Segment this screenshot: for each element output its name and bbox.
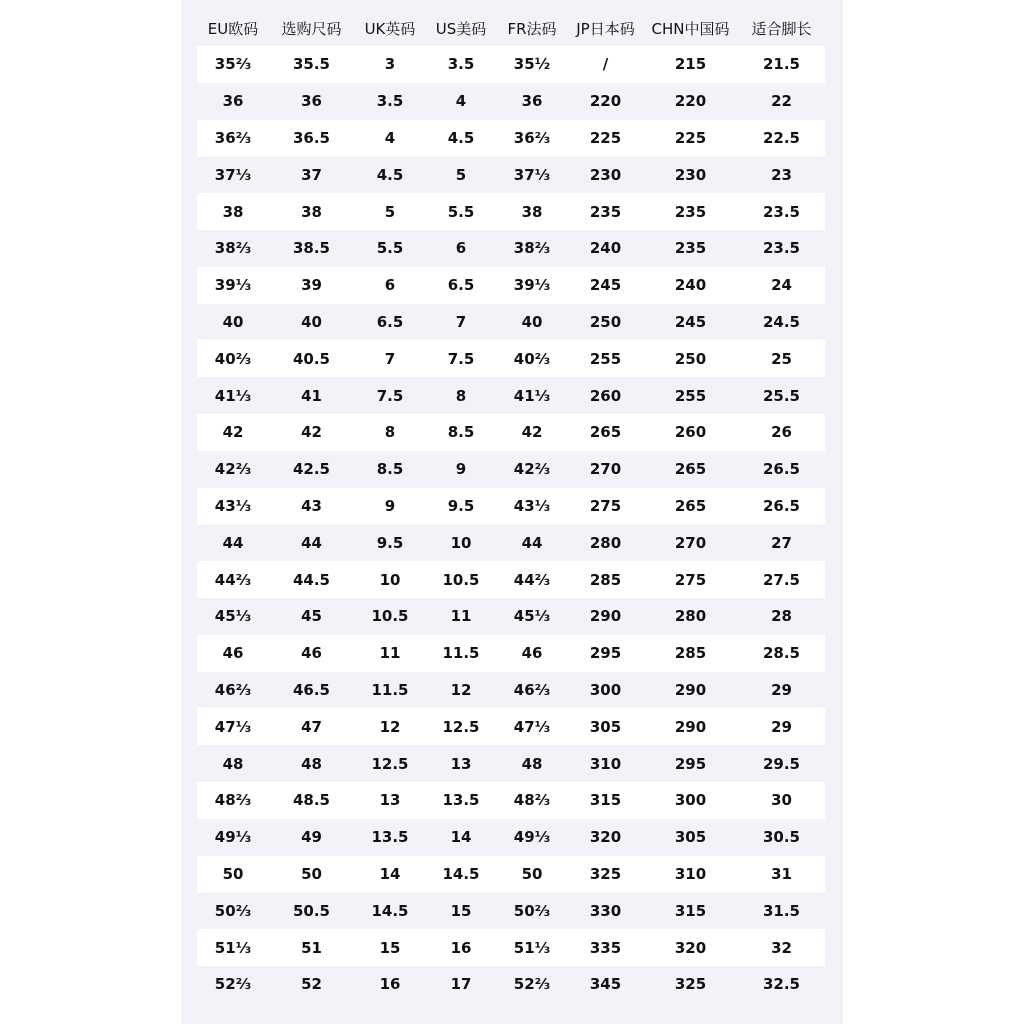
table-row [197,672,825,709]
cell-uk: 8 [354,414,426,451]
table-row [197,46,825,83]
cell-us: 12.5 [426,708,496,745]
cell-purchase-size: 48 [269,745,354,782]
cell-eu: 44 [197,524,269,561]
cell-purchase-size: 50 [269,856,354,893]
cell-us: 8.5 [426,414,496,451]
cell-chn: 220 [643,83,738,120]
cell-chn: 310 [643,856,738,893]
column-header-jp: JP日本码 [576,19,635,38]
cell-purchase-size: 47 [269,708,354,745]
cell-chn: 260 [643,414,738,451]
column-header-eu: EU欧码 [207,19,259,38]
cell-uk: 12 [354,708,426,745]
cell-fr: 50 [496,856,568,893]
cell-chn: 230 [643,156,738,193]
cell-purchase-size: 40 [269,304,354,341]
cell-us: 4 [426,83,496,120]
column-header-us: US美码 [435,19,487,38]
cell-purchase-size: 44.5 [269,561,354,598]
cell-foot-length: 32 [738,929,825,966]
cell-foot-length: 29 [738,708,825,745]
cell-eu: 45⅓ [197,598,269,635]
column-header-chn: CHN中国码 [651,19,730,38]
cell-foot-length: 30 [738,782,825,819]
cell-eu: 42⅔ [197,451,269,488]
cell-jp: 335 [568,929,643,966]
cell-jp: 220 [568,83,643,120]
cell-chn: 270 [643,524,738,561]
cell-chn: 240 [643,267,738,304]
table-row [197,561,825,598]
cell-uk: 4 [354,120,426,157]
cell-purchase-size: 45 [269,598,354,635]
cell-eu: 46⅔ [197,672,269,709]
cell-chn: 250 [643,340,738,377]
table-row [197,156,825,193]
cell-purchase-size: 50.5 [269,892,354,929]
cell-chn: 285 [643,635,738,672]
cell-jp: 260 [568,377,643,414]
column-header-purchase-size: 选购尺码 [281,19,342,38]
cell-eu: 40⅔ [197,340,269,377]
cell-foot-length: 27 [738,524,825,561]
cell-eu: 49⅓ [197,819,269,856]
cell-uk: 10 [354,561,426,598]
column-header-uk: UK英码 [364,19,416,38]
cell-jp: 345 [568,966,643,1003]
cell-foot-length: 23.5 [738,193,825,230]
cell-uk: 13.5 [354,819,426,856]
cell-eu: 38 [197,193,269,230]
cell-fr: 45⅓ [496,598,568,635]
table-row [197,598,825,635]
cell-jp: 330 [568,892,643,929]
cell-jp: 325 [568,856,643,893]
cell-jp: 320 [568,819,643,856]
cell-jp: 275 [568,488,643,525]
cell-jp: 245 [568,267,643,304]
cell-fr: 37⅓ [496,156,568,193]
cell-fr: 49⅓ [496,819,568,856]
table-row [197,966,825,1003]
cell-us: 14 [426,819,496,856]
cell-uk: 14.5 [354,892,426,929]
cell-purchase-size: 42.5 [269,451,354,488]
cell-us: 11.5 [426,635,496,672]
table-row [197,782,825,819]
cell-foot-length: 23.5 [738,230,825,267]
table-row [197,524,825,561]
column-header-foot-length: 适合脚长 [751,19,812,38]
table-row [197,745,825,782]
cell-uk: 9 [354,488,426,525]
cell-chn: 280 [643,598,738,635]
cell-foot-length: 26.5 [738,451,825,488]
cell-jp: 250 [568,304,643,341]
cell-us: 6 [426,230,496,267]
cell-chn: 325 [643,966,738,1003]
cell-uk: 7.5 [354,377,426,414]
table-row [197,267,825,304]
cell-purchase-size: 36.5 [269,120,354,157]
cell-fr: 46 [496,635,568,672]
cell-fr: 44⅔ [496,561,568,598]
cell-foot-length: 25.5 [738,377,825,414]
cell-foot-length: 28 [738,598,825,635]
cell-uk: 6 [354,267,426,304]
cell-eu: 52⅔ [197,966,269,1003]
cell-chn: 265 [643,488,738,525]
cell-foot-length: 27.5 [738,561,825,598]
cell-us: 3.5 [426,46,496,83]
cell-foot-length: 26 [738,414,825,451]
cell-fr: 41⅓ [496,377,568,414]
cell-us: 9.5 [426,488,496,525]
cell-jp: 280 [568,524,643,561]
cell-chn: 235 [643,193,738,230]
cell-fr: 52⅔ [496,966,568,1003]
cell-purchase-size: 46.5 [269,672,354,709]
cell-us: 6.5 [426,267,496,304]
cell-purchase-size: 41 [269,377,354,414]
table-row [197,340,825,377]
cell-fr: 48⅔ [496,782,568,819]
cell-fr: 48 [496,745,568,782]
cell-eu: 51⅓ [197,929,269,966]
cell-fr: 36⅔ [496,120,568,157]
cell-uk: 14 [354,856,426,893]
cell-uk: 7 [354,340,426,377]
cell-uk: 16 [354,966,426,1003]
cell-uk: 15 [354,929,426,966]
column-header-fr: FR法码 [507,19,557,38]
cell-us: 15 [426,892,496,929]
cell-eu: 48 [197,745,269,782]
cell-purchase-size: 44 [269,524,354,561]
cell-uk: 9.5 [354,524,426,561]
cell-jp: 225 [568,120,643,157]
cell-us: 14.5 [426,856,496,893]
cell-jp: 315 [568,782,643,819]
cell-us: 13.5 [426,782,496,819]
cell-fr: 39⅓ [496,267,568,304]
cell-jp: 290 [568,598,643,635]
cell-eu: 50⅔ [197,892,269,929]
table-row [197,451,825,488]
cell-eu: 48⅔ [197,782,269,819]
cell-eu: 40 [197,304,269,341]
cell-chn: 215 [643,46,738,83]
cell-purchase-size: 49 [269,819,354,856]
cell-fr: 35½ [496,46,568,83]
cell-chn: 245 [643,304,738,341]
cell-foot-length: 23 [738,156,825,193]
cell-fr: 47⅓ [496,708,568,745]
cell-eu: 42 [197,414,269,451]
cell-foot-length: 31 [738,856,825,893]
cell-jp: 265 [568,414,643,451]
cell-chn: 265 [643,451,738,488]
cell-fr: 51⅓ [496,929,568,966]
cell-uk: 4.5 [354,156,426,193]
table-row [197,304,825,341]
cell-chn: 255 [643,377,738,414]
cell-jp: / [568,46,643,83]
cell-fr: 44 [496,524,568,561]
cell-foot-length: 31.5 [738,892,825,929]
cell-eu: 37⅓ [197,156,269,193]
cell-chn: 275 [643,561,738,598]
cell-purchase-size: 37 [269,156,354,193]
cell-purchase-size: 51 [269,929,354,966]
cell-eu: 41⅓ [197,377,269,414]
cell-jp: 285 [568,561,643,598]
cell-jp: 255 [568,340,643,377]
cell-purchase-size: 40.5 [269,340,354,377]
header-row [197,10,825,46]
cell-eu: 38⅔ [197,230,269,267]
cell-eu: 47⅓ [197,708,269,745]
table-row [197,230,825,267]
cell-fr: 40 [496,304,568,341]
cell-eu: 39⅓ [197,267,269,304]
cell-chn: 235 [643,230,738,267]
cell-uk: 5.5 [354,230,426,267]
cell-uk: 5 [354,193,426,230]
cell-purchase-size: 35.5 [269,46,354,83]
table-row [197,819,825,856]
cell-us: 13 [426,745,496,782]
cell-fr: 50⅔ [496,892,568,929]
cell-foot-length: 21.5 [738,46,825,83]
cell-fr: 38 [496,193,568,230]
table-row [197,120,825,157]
cell-purchase-size: 39 [269,267,354,304]
cell-us: 10.5 [426,561,496,598]
size-table-body [197,46,825,1003]
cell-eu: 36⅔ [197,120,269,157]
cell-foot-length: 22 [738,83,825,120]
cell-chn: 300 [643,782,738,819]
cell-eu: 46 [197,635,269,672]
cell-foot-length: 30.5 [738,819,825,856]
cell-us: 8 [426,377,496,414]
table-row [197,193,825,230]
cell-purchase-size: 36 [269,83,354,120]
cell-fr: 42 [496,414,568,451]
cell-eu: 50 [197,856,269,893]
cell-foot-length: 29.5 [738,745,825,782]
size-chart-table [197,10,825,1003]
cell-eu: 44⅔ [197,561,269,598]
cell-us: 17 [426,966,496,1003]
cell-foot-length: 29 [738,672,825,709]
cell-eu: 35⅔ [197,46,269,83]
cell-eu: 43⅓ [197,488,269,525]
cell-chn: 305 [643,819,738,856]
cell-us: 4.5 [426,120,496,157]
cell-uk: 8.5 [354,451,426,488]
table-row [197,892,825,929]
cell-chn: 290 [643,708,738,745]
cell-uk: 3 [354,46,426,83]
cell-us: 12 [426,672,496,709]
cell-jp: 310 [568,745,643,782]
cell-us: 16 [426,929,496,966]
cell-jp: 305 [568,708,643,745]
cell-uk: 6.5 [354,304,426,341]
table-row [197,414,825,451]
cell-jp: 295 [568,635,643,672]
cell-foot-length: 32.5 [738,966,825,1003]
cell-chn: 290 [643,672,738,709]
cell-foot-length: 24 [738,267,825,304]
cell-purchase-size: 38 [269,193,354,230]
cell-chn: 225 [643,120,738,157]
table-row [197,377,825,414]
cell-foot-length: 22.5 [738,120,825,157]
cell-us: 11 [426,598,496,635]
cell-eu: 36 [197,83,269,120]
cell-us: 9 [426,451,496,488]
cell-fr: 46⅔ [496,672,568,709]
cell-uk: 12.5 [354,745,426,782]
cell-purchase-size: 46 [269,635,354,672]
cell-jp: 270 [568,451,643,488]
cell-purchase-size: 52 [269,966,354,1003]
cell-us: 7 [426,304,496,341]
table-row [197,635,825,672]
cell-uk: 13 [354,782,426,819]
cell-purchase-size: 48.5 [269,782,354,819]
cell-purchase-size: 42 [269,414,354,451]
cell-uk: 11 [354,635,426,672]
cell-foot-length: 28.5 [738,635,825,672]
cell-chn: 315 [643,892,738,929]
cell-us: 5.5 [426,193,496,230]
cell-jp: 235 [568,193,643,230]
cell-chn: 320 [643,929,738,966]
cell-foot-length: 24.5 [738,304,825,341]
table-row [197,856,825,893]
table-row [197,929,825,966]
cell-uk: 3.5 [354,83,426,120]
cell-us: 10 [426,524,496,561]
cell-jp: 230 [568,156,643,193]
cell-uk: 10.5 [354,598,426,635]
cell-fr: 42⅔ [496,451,568,488]
cell-foot-length: 26.5 [738,488,825,525]
cell-us: 7.5 [426,340,496,377]
cell-fr: 38⅔ [496,230,568,267]
cell-jp: 300 [568,672,643,709]
table-row [197,83,825,120]
cell-fr: 40⅔ [496,340,568,377]
cell-fr: 43⅓ [496,488,568,525]
cell-uk: 11.5 [354,672,426,709]
table-row [197,708,825,745]
table-row [197,488,825,525]
cell-purchase-size: 43 [269,488,354,525]
cell-fr: 36 [496,83,568,120]
cell-purchase-size: 38.5 [269,230,354,267]
cell-jp: 240 [568,230,643,267]
cell-foot-length: 25 [738,340,825,377]
cell-chn: 295 [643,745,738,782]
cell-us: 5 [426,156,496,193]
